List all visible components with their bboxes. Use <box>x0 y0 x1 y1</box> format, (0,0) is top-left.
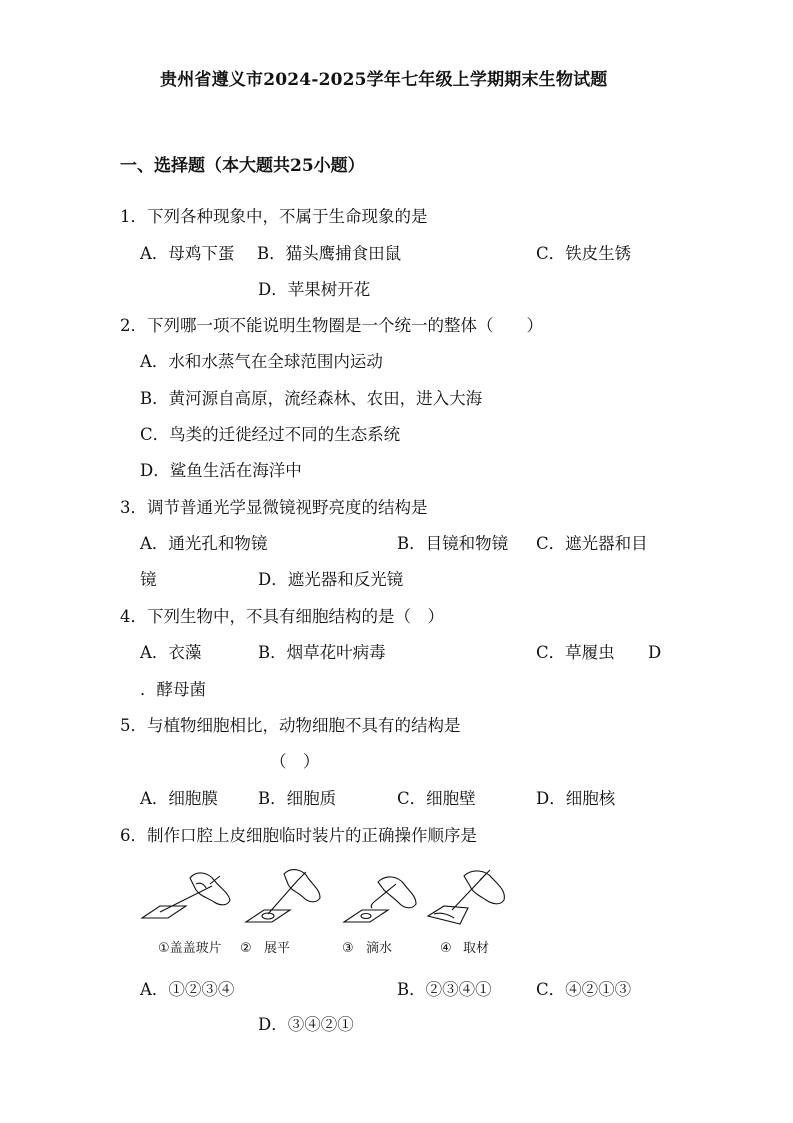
question-6-option-c: C．④②①③ <box>536 980 632 999</box>
question-6-option-a: A．①②③④ <box>140 980 235 999</box>
figure-label-num-3: ③ <box>342 941 354 956</box>
take-material-step-drawing <box>428 870 504 924</box>
question-6-stem: 6．制作口腔上皮细胞临时装片的正确操作顺序是 <box>120 826 477 845</box>
drop-water-step-drawing <box>344 877 416 922</box>
question-5-option-d: D．细胞核 <box>536 789 616 808</box>
spread-step-drawing <box>246 870 320 922</box>
question-1-option-b: B．猫头鹰捕食田鼠 <box>257 244 402 263</box>
figure-label-cover-slip: ①盖盖玻片 <box>158 941 222 956</box>
question-2-option-b: B．黄河源自高原，流经森林、农田，进入大海 <box>140 389 483 408</box>
procedure-illustration <box>138 866 518 944</box>
question-1-option-a: A．母鸡下蛋 <box>140 244 235 263</box>
question-6-option-b: B．②③④① <box>397 980 492 999</box>
question-4-option-b: B．烟草花叶病毒 <box>258 643 386 662</box>
figure-label-spread: 展平 <box>264 941 291 956</box>
section-heading: 一、选择题（本大题共25小题） <box>120 156 365 176</box>
question-4-stem: 4．下列生物中，不具有细胞结构的是（ ） <box>120 607 444 626</box>
document-title: 贵州省遵义市2024-2025学年七年级上学期期末生物试题 <box>160 70 608 90</box>
question-3-option-c-wrap: 镜 <box>140 570 157 589</box>
question-4-option-a: A．衣藻 <box>140 643 202 662</box>
figure-label-num-4: ④ <box>440 941 452 956</box>
question-1-option-c: C．铁皮生锈 <box>536 244 632 263</box>
question-3-option-a: A．通光孔和物镜 <box>140 534 268 553</box>
question-1-stem: 1．下列各种现象中，不属于生命现象的是 <box>120 207 428 226</box>
question-5-option-c: C．细胞壁 <box>397 789 476 808</box>
question-6-option-d: D．③④②① <box>258 1015 354 1034</box>
figure-label-drop-water: 滴水 <box>366 941 393 956</box>
question-3-option-d: D．遮光器和反光镜 <box>258 570 404 589</box>
question-2-option-d: D．鲨鱼生活在海洋中 <box>140 461 302 480</box>
question-1-option-d: D．苹果树开花 <box>258 280 371 299</box>
cover-slip-step-drawing <box>142 873 230 918</box>
question-2-option-c: C．鸟类的迁徙经过不同的生态系统 <box>140 425 401 444</box>
question-5-option-b: B．细胞质 <box>258 789 337 808</box>
question-5-stem: 5．与植物细胞相比，动物细胞不具有的结构是 <box>120 716 461 735</box>
question-3-option-b: B．目镜和物镜 <box>397 534 509 553</box>
figure-label-take-material: 取材 <box>463 941 490 956</box>
question-4-option-d-letter: D <box>648 643 662 662</box>
question-4-option-c: C．草履虫 <box>536 643 615 662</box>
question-2-option-a: A．水和水蒸气在全球范围内运动 <box>140 352 383 371</box>
question-5-paren: （ ） <box>270 752 320 771</box>
question-3-stem: 3．调节普通光学显微镜视野亮度的结构是 <box>120 498 428 517</box>
question-3-option-c: C．遮光器和目 <box>536 534 648 553</box>
question-5-option-a: A．细胞膜 <box>140 789 218 808</box>
question-2-stem: 2．下列哪一项不能说明生物圈是一个统一的整体（ ） <box>120 316 543 335</box>
question-4-option-d: ．酵母菌 <box>140 680 206 699</box>
figure-label-num-2: ② <box>240 941 252 956</box>
